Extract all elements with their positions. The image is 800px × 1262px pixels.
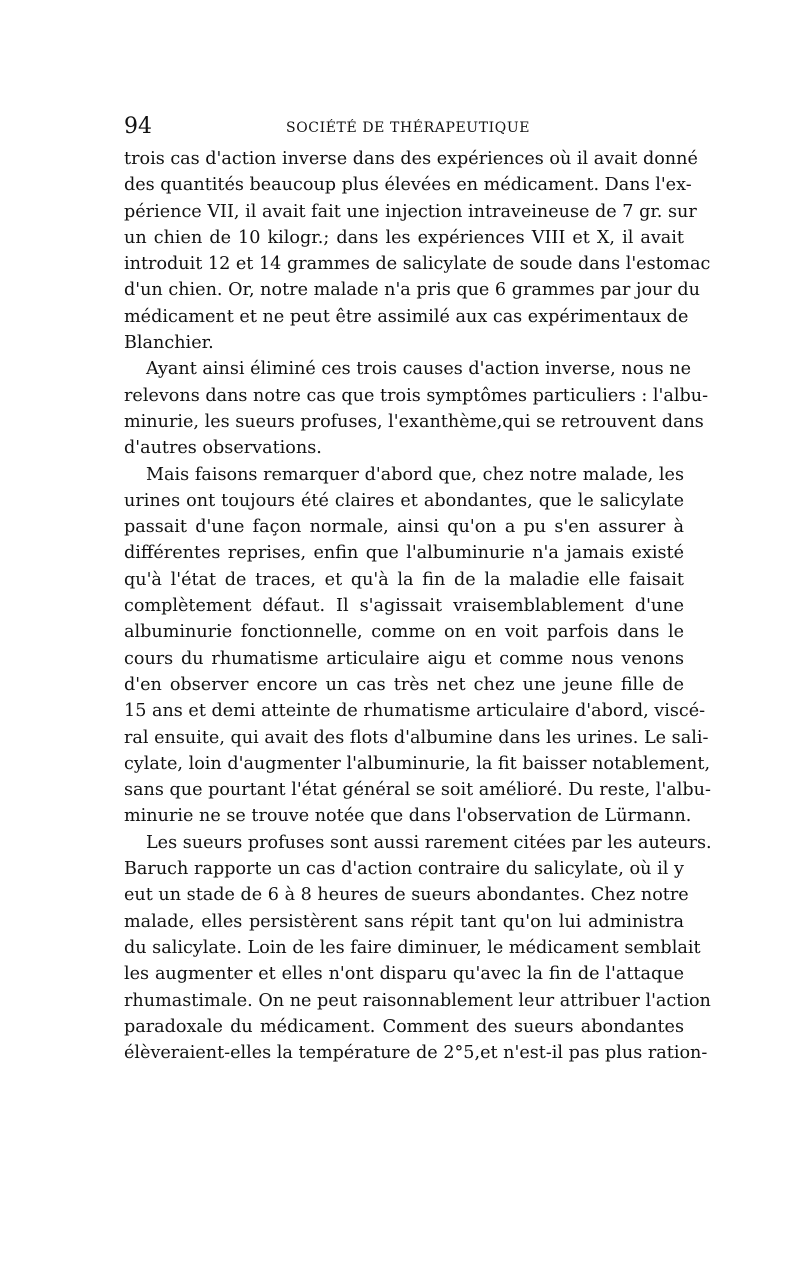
text-line: relevons dans notre cas que trois symptômes particuliers : l'albu- xyxy=(124,385,709,406)
text-line: d'un chien. Or, notre malade n'a pris que 6 grammes par jour du xyxy=(124,280,700,301)
text-line: trois cas d'action inverse dans des expériences où il avait donné xyxy=(124,149,698,169)
text-line: différentes reprises, enfin que l'albuminurie n'a jamais existé xyxy=(124,543,684,564)
text-line: passait d'une façon normale, ainsi qu'on a pu s'en assurer à xyxy=(124,517,684,538)
running-head xyxy=(124,114,684,144)
text-line: cylate, loin d'augmenter l'albuminurie, la fit baisser notablement, xyxy=(124,753,711,774)
text-line: d'en observer encore un cas très net chez une jeune fille de xyxy=(124,674,684,695)
text-line: sans que pourtant l'état général se soit amélioré. Du reste, l'albu- xyxy=(124,780,711,801)
paragraph xyxy=(124,830,712,1067)
text-line: périence VII, il avait fait une injection intraveineuse de 7 gr. sur xyxy=(124,201,697,222)
text-line: d'autres observations. xyxy=(124,438,322,459)
text-line: complètement défaut. Il s'agissait vraisemblablement d'une xyxy=(124,596,684,617)
text-line: Ayant ainsi éliminé ces trois causes d'action inverse, nous ne xyxy=(146,359,691,380)
body-text xyxy=(124,146,712,1066)
text-line: du salicylate. Loin de les faire diminuer, le médicament semblait xyxy=(124,937,701,958)
text-line: introduit 12 et 14 grammes de salicylate de soude dans l'estomac xyxy=(124,254,711,275)
text-line: les augmenter et elles n'ont disparu qu'avec la fin de l'attaque xyxy=(124,964,684,985)
text-line: élèveraient-elles la température de 2°5,et n'est-il pas plus ration- xyxy=(124,1043,708,1064)
book-page xyxy=(124,114,712,1066)
text-line: médicament et ne peut être assimilé aux cas expérimentaux de xyxy=(124,306,689,327)
text-line: Mais faisons remarquer d'abord que, chez notre malade, les xyxy=(146,464,684,485)
paragraph xyxy=(124,462,711,830)
text-line: minurie, les sueurs profuses, l'exanthème,qui se retrouvent dans xyxy=(124,411,704,432)
text-line: malade, elles persistèrent sans répit tant qu'on lui administra xyxy=(124,911,684,932)
running-title: SOCIÉTÉ DE THÉRAPEUTIQUE xyxy=(286,120,531,136)
text-line: eut un stade de 6 à 8 heures de sueurs abondantes. Chez notre xyxy=(124,885,689,906)
text-line: cours du rhumatisme articulaire aigu et comme nous venons xyxy=(124,648,684,669)
text-line: ral ensuite, qui avait des flots d'albumine dans les urines. Le sali- xyxy=(124,727,709,748)
text-line: paradoxale du médicament. Comment des sueurs abondantes xyxy=(124,1016,684,1037)
paragraph xyxy=(124,146,711,356)
text-line: albuminurie fonctionnelle, comme on en voit parfois dans le xyxy=(124,622,684,643)
text-line: 15 ans et demi atteinte de rhumatisme articulaire d'abord, viscé- xyxy=(124,701,706,722)
text-line: urines ont toujours été claires et abondantes, que le salicylate xyxy=(124,490,684,511)
text-line: minurie ne se trouve notée que dans l'observation de Lürmann. xyxy=(124,806,692,827)
page-number: 94 xyxy=(124,114,152,139)
text-line: qu'à l'état de traces, et qu'à la fin de la maladie elle faisait xyxy=(124,569,684,590)
text-line: Blanchier. xyxy=(124,333,214,354)
text-line: Baruch rapporte un cas d'action contraire du salicylate, où il y xyxy=(124,859,684,880)
paragraph xyxy=(124,356,709,461)
text-line: des quantités beaucoup plus élevées en médicament. Dans l'ex- xyxy=(124,175,692,196)
text-line: un chien de 10 kilogr.; dans les expériences VIII et X, il avait xyxy=(124,227,684,248)
text-line: rhumastimale. On ne peut raisonnablement leur attribuer l'action xyxy=(124,990,711,1011)
text-line: Les sueurs profuses sont aussi rarement citées par les auteurs. xyxy=(146,832,712,853)
